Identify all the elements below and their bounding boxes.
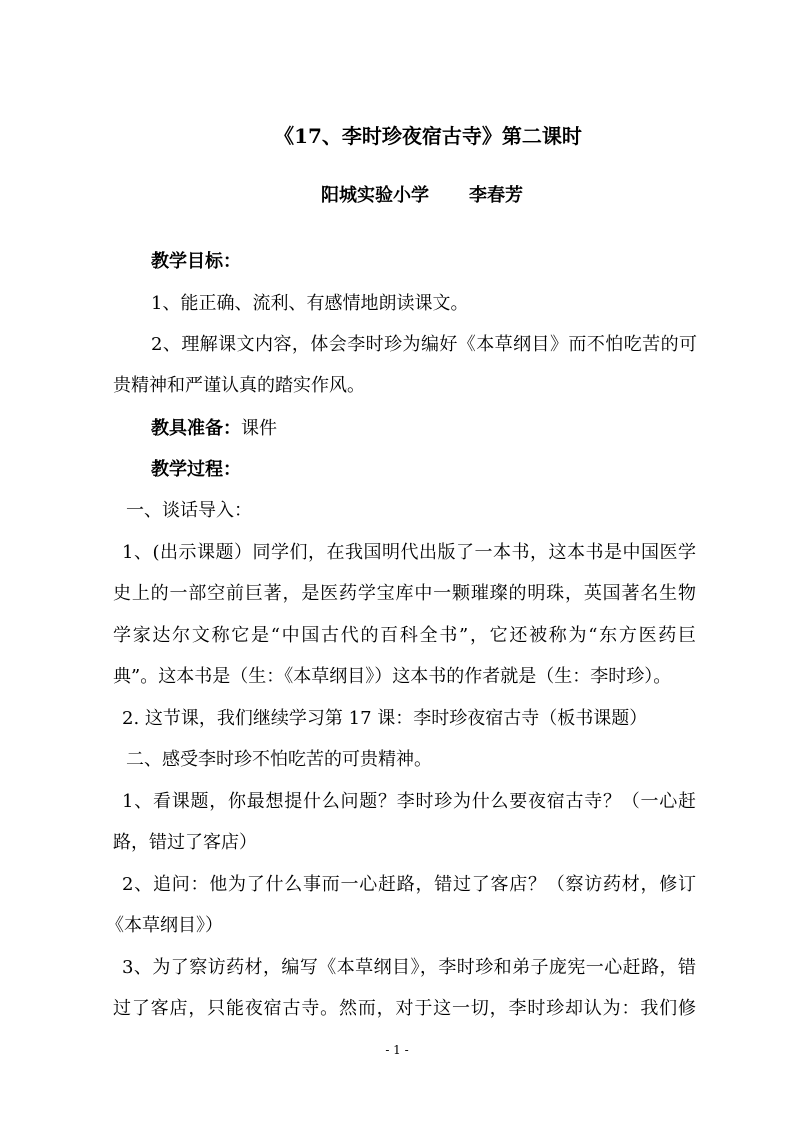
objectives-heading: 教学目标： [151,251,241,272]
author-line [0,184,794,208]
question-1-line-1: 1、看课题，你最想提什么问题？李时珍为什么要夜宿古寺？（一心赶 [122,791,696,812]
paragraph-1-line-4: 典”。这本书是（生：《本草纲目》）这本书的作者就是（生：李时珍）。 [113,666,672,687]
paragraph-1-line-2: 史上的一部空前巨著，是医药学宝库中一颗璀璨的明珠，英国著名生物 [113,583,696,604]
objective-2-line-1: 2、理解课文内容，体会李时珍为编好《本草纲目》而不怕吃苦的可 [151,334,697,355]
question-2-line-1: 2、追问：他为了什么事而一心赶路，错过了客店？（察访药材，修订 [122,874,696,895]
process-heading: 教学过程： [151,459,241,480]
section-1-heading: 一、谈话导入： [126,500,252,521]
tools-line [151,417,751,441]
section-2-heading: 二、感受李时珍不怕吃苦的可贵精神。 [126,749,432,770]
page-number: - 1 - [385,1043,409,1057]
question-1-line-2: 路，错过了客店） [113,832,257,853]
paragraph-1-line-3: 学家达尔文称它是“中国古代的百科全书”，它还被称为“东方医药巨 [113,625,696,646]
question-3-line-2: 过了客店，只能夜宿古寺。然而，对于这一切，李时珍却认为：我们修 [113,998,696,1019]
tools-value: 课件 [241,418,277,439]
paragraph-1-line-1: 1、(出示课题）同学们，在我国明代出版了一本书，这本书是中国医学 [122,542,696,563]
author-name: 李春芳 [469,185,523,206]
objective-2-line-2: 贵精神和严谨认真的踏实作风。 [113,375,365,396]
question-2-line-2: 《本草纲目》） [106,915,223,936]
author-school: 阳城实验小学 [321,185,429,206]
tools-heading: 教具准备： [151,418,241,439]
objective-1: 1、能正确、流利、有感情地朗读课文。 [151,293,469,314]
document-title: 《17、李时珍夜宿古寺》第二课时 [274,124,582,148]
question-3-line-1: 3、为了察访药材，编写《本草纲目》，李时珍和弟子庞宪一心赶路，错 [122,957,696,978]
paragraph-2: 2. 这节课，我们继续学习第 17 课：李时珍夜宿古寺（板书课题） [122,708,648,729]
